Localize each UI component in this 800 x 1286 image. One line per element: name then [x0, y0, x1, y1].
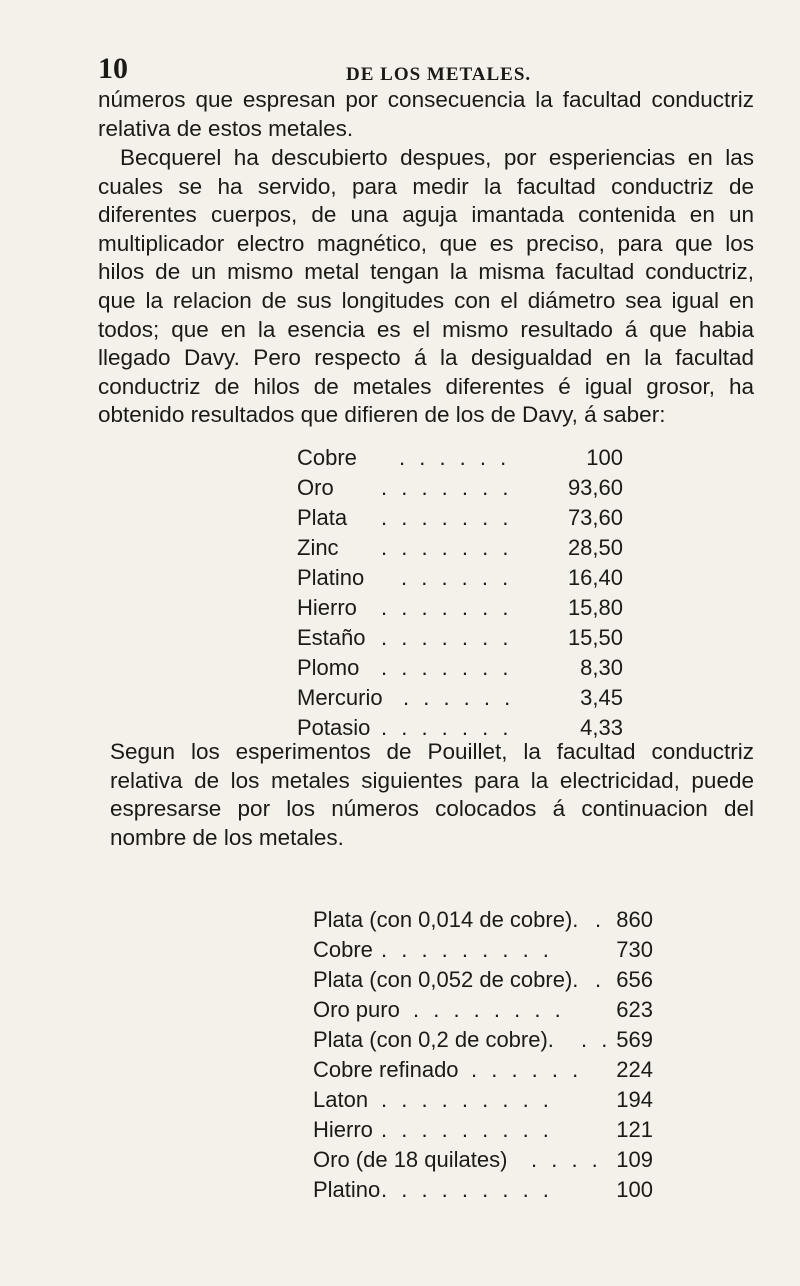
- table-row: [297, 623, 623, 653]
- metal-name: Hierro: [313, 1117, 373, 1142]
- conductivity-value: 15,80: [567, 595, 623, 620]
- leader-dots: . . . . . . .: [381, 625, 513, 650]
- conductivity-value: 8,30: [580, 655, 623, 680]
- metal-name: Oro: [297, 475, 334, 500]
- table-row: [297, 683, 623, 713]
- table-row: [313, 1175, 653, 1205]
- paragraph-text: Becquerel ha descubierto despues, por esperiencias en las cuales se ha servido, para medir la facultad conductriz de diferentes cuerpos, de una aguja imantada contenida en un multiplicador electro magnético, que es preciso, para que los hilos de un mismo metal tengan la misma facultad conductriz, que la relacion de sus longitudes con el diámetro sea igual en todos; que en la esencia es el mismo resultado á que habia llegado Davy. Pero respecto á la desigualdad en la facultad conductriz de hilos de metales diferentes é igual grosor, ha obtenido resultados que difieren de los de Davy, á saber:: [98, 145, 754, 428]
- table-row: [297, 653, 623, 683]
- table-row: [297, 593, 623, 623]
- conductivity-value: 15,50: [567, 625, 623, 650]
- leader-dots: . . . . . . . . .: [381, 1177, 553, 1202]
- table-row: [297, 503, 623, 533]
- conductivity-value: 860: [616, 907, 653, 932]
- leader-dots: . . . . . . .: [381, 655, 513, 680]
- table-row: [313, 965, 653, 995]
- metal-name: Estaño: [297, 625, 366, 650]
- metal-name: Platino: [313, 1177, 381, 1202]
- conductivity-value: 109: [616, 1147, 653, 1172]
- leader-dots: . . . . . .: [471, 1057, 583, 1082]
- metal-name: Hierro: [297, 595, 357, 620]
- conductivity-table-davy: [297, 443, 623, 743]
- leader-dots: . . . .: [531, 1147, 602, 1172]
- metal-name: Cobre refinado: [313, 1057, 459, 1082]
- leader-dots: . . . . . . .: [381, 475, 513, 500]
- leader-dots: . . . . . .: [399, 445, 511, 470]
- paragraph-pouillet: [110, 738, 754, 852]
- conductivity-value: 93,60: [567, 475, 623, 500]
- conductivity-value: 16,40: [567, 565, 623, 590]
- leader-dots: . .: [581, 1027, 612, 1052]
- leader-dots: .: [595, 907, 606, 932]
- conductivity-value: 730: [616, 937, 653, 962]
- leader-dots: .: [595, 967, 606, 992]
- metal-name: Cobre: [297, 445, 357, 470]
- conductivity-value: 100: [616, 1177, 653, 1202]
- metal-name: Plata (con 0,2 de cobre).: [313, 1027, 554, 1052]
- paragraph-text: números que espresan por consecuencia la facultad conductriz relativa de estos metales.: [98, 87, 754, 141]
- paragraph-text: Segun los esperimentos de Pouillet, la facultad conductriz relativa de los metales siguientes para la electricidad, puede espresarse por los números colocados á continuacion del nombre de los metales.: [110, 739, 754, 850]
- conductivity-value: 194: [616, 1087, 653, 1112]
- metal-name: Plata: [297, 505, 348, 530]
- table-row: [313, 1085, 653, 1115]
- metal-name: Oro puro: [313, 997, 400, 1022]
- leader-dots: . . . . . . .: [381, 715, 513, 740]
- metal-name: Potasio: [297, 715, 371, 740]
- table-row: [313, 995, 653, 1025]
- conductivity-value: 73,60: [567, 505, 623, 530]
- metal-name: Platino: [297, 565, 365, 590]
- conductivity-value: 224: [616, 1057, 653, 1082]
- table-row: [297, 563, 623, 593]
- conductivity-value: 28,50: [567, 535, 623, 560]
- leader-dots: . . . . . .: [403, 685, 515, 710]
- conductivity-table-pouillet: [313, 905, 653, 1205]
- leader-dots: . . . . . . . . .: [381, 937, 553, 962]
- conductivity-value: 656: [616, 967, 653, 992]
- metal-name: Laton: [313, 1087, 369, 1112]
- metal-name: Plata (con 0,052 de cobre).: [313, 967, 579, 992]
- leader-dots: . . . . . .: [401, 565, 513, 590]
- conductivity-value: 4,33: [580, 715, 623, 740]
- conductivity-value: 623: [616, 997, 653, 1022]
- conductivity-value: 121: [616, 1117, 653, 1142]
- metal-name: Oro (de 18 quilates): [313, 1147, 508, 1172]
- table-row: [313, 1145, 653, 1175]
- metal-name: Cobre: [313, 937, 373, 962]
- table-row: [297, 533, 623, 563]
- table-row: [297, 473, 623, 503]
- table-row: [313, 1115, 653, 1145]
- table-row: [297, 443, 623, 473]
- table-row: [313, 1055, 653, 1085]
- conductivity-value: 100: [586, 445, 623, 470]
- leader-dots: . . . . . . .: [381, 505, 513, 530]
- leader-dots: . . . . . . . .: [413, 997, 565, 1022]
- leader-dots: . . . . . . .: [381, 535, 513, 560]
- conductivity-value: 569: [616, 1027, 653, 1052]
- paragraph-continuation: [98, 86, 754, 143]
- running-head: DE LOS METALES.: [346, 64, 532, 85]
- table-row: [313, 905, 653, 935]
- leader-dots: . . . . . . . . .: [381, 1117, 553, 1142]
- paragraph-becquerel: [98, 144, 754, 430]
- metal-name: Plomo: [297, 655, 360, 680]
- metal-name: Plata (con 0,014 de cobre).: [313, 907, 579, 932]
- conductivity-value: 3,45: [580, 685, 623, 710]
- table-row: [313, 935, 653, 965]
- table-row: [313, 1025, 653, 1055]
- metal-name: Zinc: [297, 535, 339, 560]
- metal-name: Mercurio: [297, 685, 383, 710]
- page-number: 10: [98, 52, 128, 85]
- page-header: [98, 52, 740, 88]
- leader-dots: . . . . . . . . .: [381, 1087, 553, 1112]
- leader-dots: . . . . . . .: [381, 595, 513, 620]
